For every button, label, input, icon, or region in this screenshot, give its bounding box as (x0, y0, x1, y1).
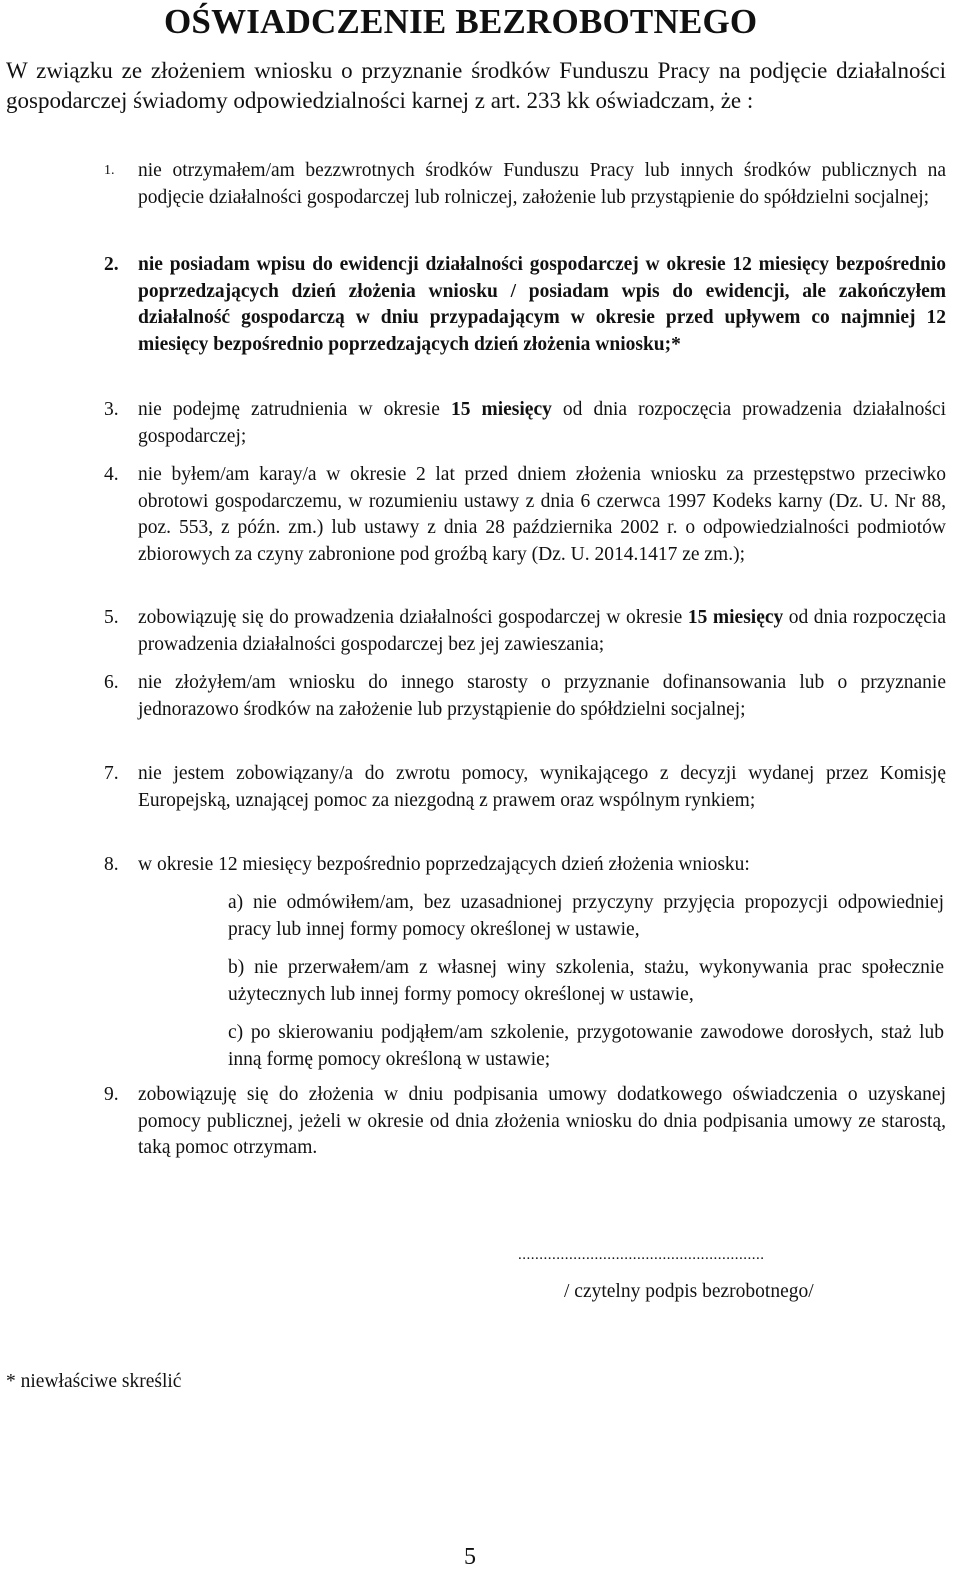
item-text: zobowiązuję się do złożenia w dniu podpisania umowy dodatkowego oświadczenia o uzyskanej pomocy publicznej, jeżeli w okresie od dnia złożenia wniosku do dnia podpisania umowy ze starostą, taką pomoc otrzymam. (138, 1084, 946, 1158)
document-title: OŚWIADCZENIE BEZROBOTNEGO (164, 2, 758, 41)
item-number: 7. (104, 763, 119, 784)
list-item (104, 761, 946, 814)
item-number: 1. (104, 163, 115, 178)
list-item (104, 252, 946, 358)
list-item (104, 852, 946, 879)
item-text: w okresie 12 miesięcy bezpośrednio poprzedzających dzień złożenia wniosku: (138, 854, 750, 875)
item-text: nie byłem/am karay/a w okresie 2 lat przed dniem złożenia wniosku za przestępstwo przeciwko obrotowi gospodarczemu, w rozumieniu ustawy z dnia 6 czerwca 1997 Kodeks karny (Dz. U. Nr 88, poz. 553, z późn. zm.) lub ustawy z dnia 28 października 2002 r. o odpowiedzialności podmiotów zbiorowych za czyny zabronione pod groźbą kary (Dz. U. 2014.1417 ze zm.); (138, 464, 946, 565)
item-text: nie posiadam wpisu do ewidencji działalności gospodarczej w okresie 12 miesięcy bezpośrednio poprzedzających dzień złożenia wniosku / posiadam wpis do ewidencji, ale zakończyłem działalność gospodarczą w dniu przypadającym w okresie przed upływem co najmniej 12 miesięcy bezpośrednio poprzedzających dzień złożenia wniosku;* (138, 254, 946, 355)
item-text: zobowiązuję się do prowadzenia działalności gospodarczej w okresie 15 miesięcy od dnia rozpoczęcia prowadzenia działalności gospodarczej bez jej zawieszania; (138, 607, 946, 655)
item-number: 5. (104, 607, 119, 628)
sub-item-b: b) nie przerwałem/am z własnej winy szkolenia, stażu, wykonywania prac społecznie użytecznych lub innej formy pomocy określonej w ustawie, (228, 957, 944, 1005)
item-text: nie jestem zobowiązany/a do zwrotu pomocy, wynikającego z decyzji wydanej przez Komisję Europejską, uznającej pomoc za niezgodną z prawem oraz wspólnym rynkiem; (138, 763, 946, 811)
list-item (104, 605, 946, 658)
list-item (104, 462, 946, 568)
signature-line: .......................................................... (518, 1247, 765, 1263)
item-number: 8. (104, 854, 119, 875)
item-number: 3. (104, 399, 119, 420)
item-number: 2. (104, 254, 119, 275)
footnote: * niewłaściwe skreślić (6, 1371, 182, 1392)
item-text: nie złożyłem/am wniosku do innego starosty o przyznanie dofinansowania lub o przyznanie jednorazowo środków na założenie lub przystąpienie do spółdzielni socjalnej; (138, 672, 946, 720)
signature-label: / czytelny podpis bezrobotnego/ (564, 1281, 814, 1302)
item-text: nie podejmę zatrudnienia w okresie 15 miesięcy od dnia rozpoczęcia prowadzenia działalności gospodarczej; (138, 399, 946, 447)
list-item (104, 158, 946, 211)
list-item (104, 397, 946, 450)
list-item (104, 1082, 946, 1162)
sub-item-c: c) po skierowaniu podjąłem/am szkolenie, przygotowanie zawodowe dorosłych, staż lub inną formę pomocy określoną w ustawie; (228, 1022, 944, 1070)
intro-paragraph: W związku ze złożeniem wniosku o przyznanie środków Funduszu Pracy na podjęcie działalności gospodarczej świadomy odpowiedzialności karnej z art. 233 kk oświadczam, że : (6, 58, 946, 113)
sub-item-a: a) nie odmówiłem/am, bez uzasadnionej przyczyny przyjęcia propozycji odpowiedniej pracy lub innej formy pomocy określonej w ustawie, (228, 892, 944, 940)
item-number: 6. (104, 672, 119, 693)
item-number: 9. (104, 1084, 119, 1105)
item-text: nie otrzymałem/am bezzwrotnych środków Funduszu Pracy lub innych środków publicznych na podjęcie działalności gospodarczej lub rolniczej, założenie lub przystąpienie do spółdzielni socjalnej; (138, 160, 946, 208)
list-item (104, 670, 946, 723)
page-number: 5 (464, 1544, 476, 1570)
item-number: 4. (104, 464, 119, 485)
